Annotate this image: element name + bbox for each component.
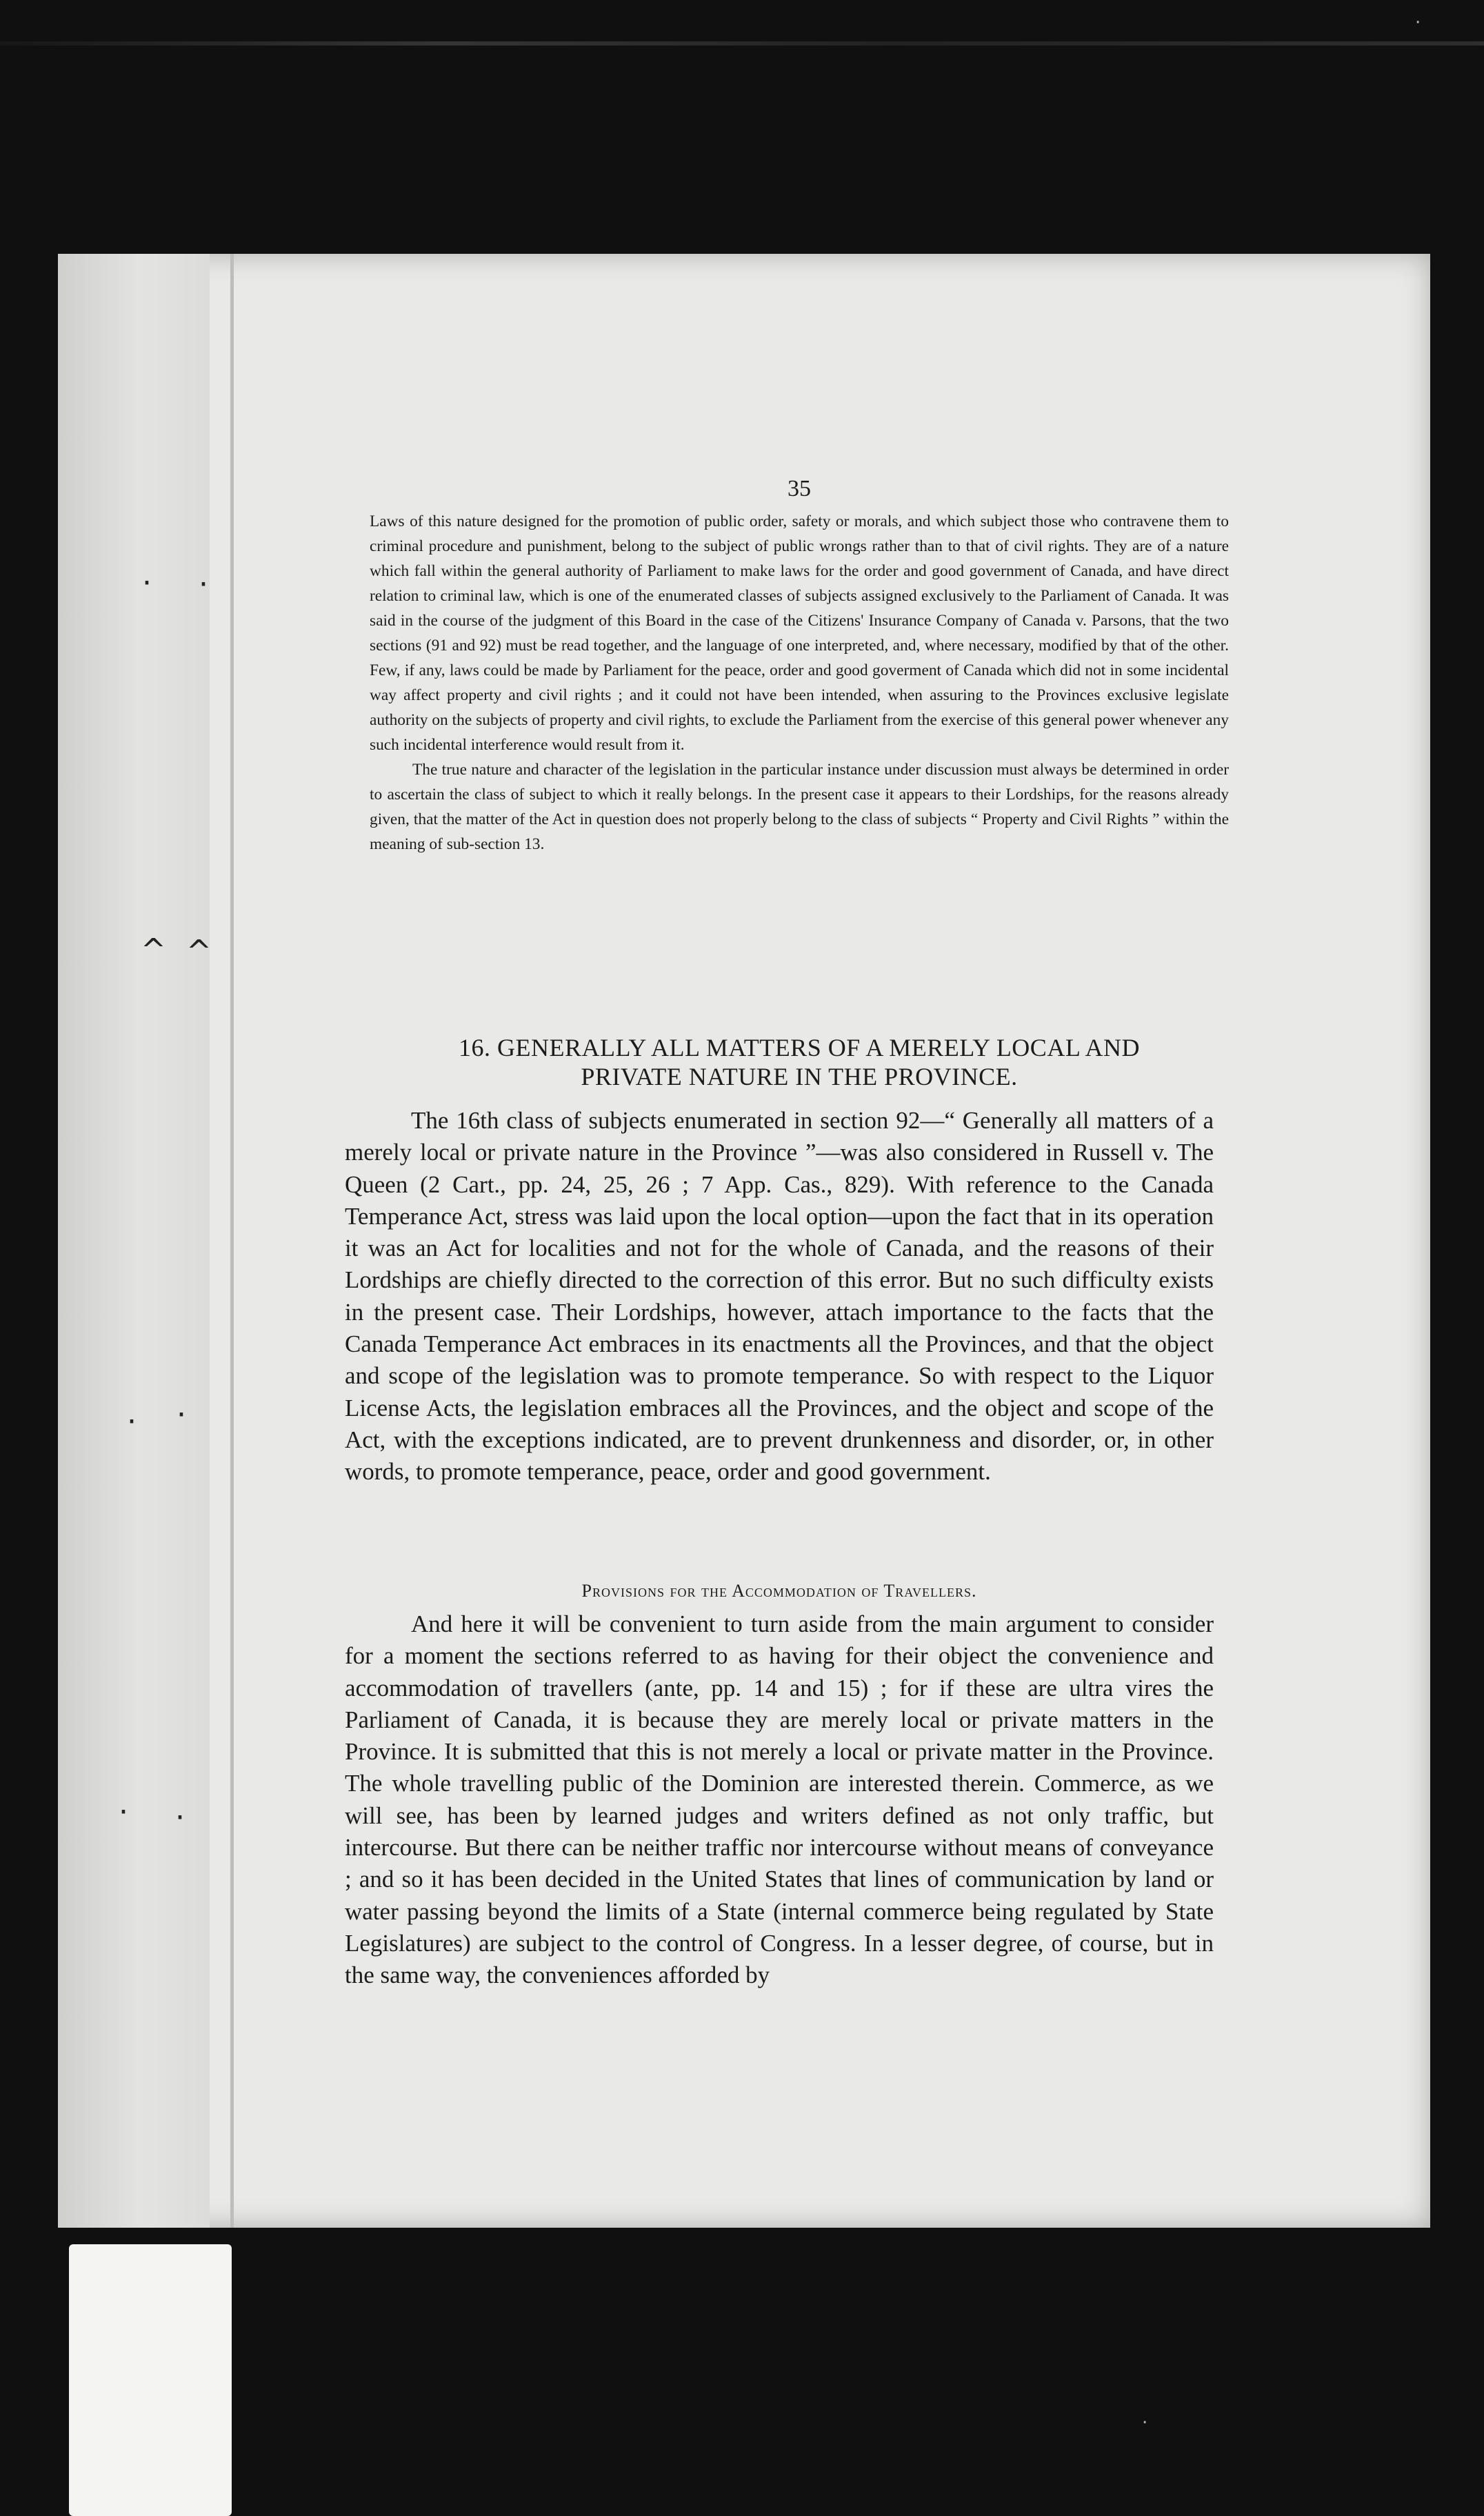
scan-corner-mark: · — [1415, 12, 1421, 33]
binding-rule — [230, 254, 234, 2228]
binding-hole-mark: · — [119, 1795, 128, 1830]
section-heading-line: PRIVATE NATURE IN THE PROVINCE. — [581, 1063, 1018, 1090]
body-paragraph: The 16th class of subjects enumerated in section 92—“ Generally all matters of a merely local or private nature in the Province ”—was also considered in Russell v. The Queen (2 Cart., pp. 24, 25, 26 ; 7 App. Cas., 829). With reference to the Canada Temperance Act, stress was laid upon the local option—upon the fact that in its operation it was an Act for localities and not for the whole of Canada, and the reasons of their Lordships are chiefly directed to the correction of this error. But no such difficulty exists in the present case. Their Lordships, however, attach importance to the facts that the Canada Temperance Act embraces in its enactments all the Provinces, and that the object and scope of the legislation was to promote temperance. So with respect to the Liquor License Acts, the legislation embraces all the Provinces, and the object and scope of the Act, with the exceptions indicated, are to prevent drunkenness and disorder, or, in other words, to promote temperance, peace, order and good government. — [345, 1107, 1214, 1486]
paper-slip — [69, 2244, 232, 2516]
scan-edge-line — [0, 41, 1484, 46]
binding-hole-mark: · — [142, 566, 152, 601]
section-body — [345, 1105, 1214, 1488]
page-number: 35 — [788, 476, 811, 501]
scan-artifact-mark: · — [1142, 2413, 1148, 2433]
body-paragraph: And here it will be convenient to turn aside from the main argument to consider for a moment the sections referred to as having for their object the convenience and accommodation of travellers (ante, pp. 14 and 15) ; for if these are ultra vires the Parliament of Canada, it is because they are merely local or private matters in the Province. It is submitted that this is not merely a local or private matter in the Province. The whole travelling public of the Dominion are interested therein. Commerce, as we will see, has been by learned judges and writers defined as not only traffic, but intercourse. But there can be neither traffic nor intercourse without means of conveyance ; and so it has been decided in the United States that lines of communication by land or water passing beyond the limits of a State (internal commerce being regulated by State Legislatures) are subject to the control of Congress. In a lesser degree, of course, but in the same way, the conveniences afforded by — [345, 1610, 1214, 1989]
quoted-judgment-text — [370, 509, 1229, 857]
binding-hole-mark: · — [199, 567, 208, 602]
judgment-paragraph: The true nature and character of the legislation in the particular instance under discussion must always be determined in order to ascertain the class of subject to which it really belongs. In the present case it appears to their Lordships, for the reasons already given, that the matter of the Act in question does not properly belong to the class of subjects “ Property and Civil Rights ” within the meaning of sub-section 13. — [370, 761, 1229, 853]
section-heading — [370, 1033, 1229, 1091]
binding-hole-mark: · — [127, 1404, 137, 1439]
binding-hole-mark: · — [177, 1397, 186, 1432]
binding-hole-mark: · — [175, 1800, 185, 1835]
section-heading-line: 16. GENERALLY ALL MATTERS OF A MERELY LOCAL AND — [459, 1034, 1140, 1061]
judgment-paragraph: Laws of this nature designed for the promotion of public order, safety or morals, and which subject those who contravene them to criminal procedure and punishment, belong to the subject of public wrongs rather than to that of civil rights. They are of a nature which fall within the general authority of Parliament to make laws for the order and good government of Canada, and have direct relation to criminal law, which is one of the enumerated classes of subjects assigned exclusively to the Parliament of Canada. It was said in the course of the judgment of this Board in the case of the Citizens' Insurance Company of Canada v. Parsons, that the two sections (91 and 92) must be read together, and the language of one interpreted, and, where necessary, modified by that of the other. Few, if any, laws could be made by Parliament for the peace, order and good goverment of Canada which did not in some incidental way affect property and civil rights ; and it could not have been intended, when assuring to the Provinces exclusive legislate authority on the subjects of property and civil rights, to exclude the Parliament from the exercise of this general power whenever any such incidental interference would result from it. — [370, 512, 1229, 754]
binding-hole-mark: ^ — [141, 932, 166, 968]
subsection-heading: Provisions for the Accommodation of Travellers. — [581, 1581, 977, 1601]
page-gutter — [58, 254, 210, 2228]
subsection-body — [345, 1608, 1214, 1992]
binding-hole-mark: ^ — [186, 934, 212, 969]
